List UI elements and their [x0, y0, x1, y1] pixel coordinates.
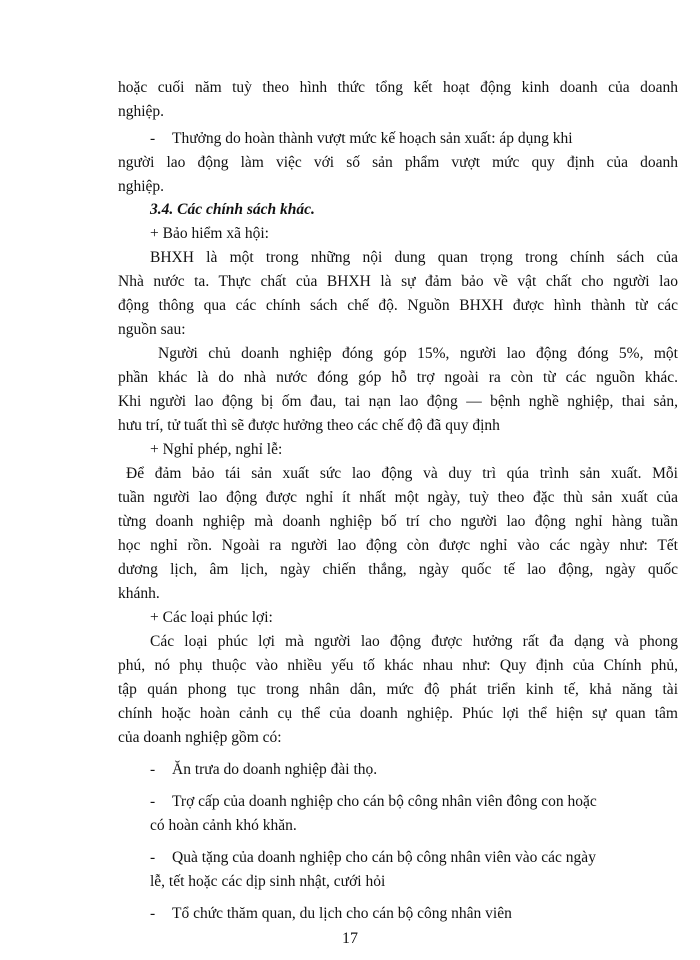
- text-line: Tổ chức thăm quan, du lịch cho cán bộ công nhân viên: [172, 905, 512, 922]
- text-line: Để đảm bảo tái sản xuất sức lao động và duy trì qúa trình sản xuất. Mỗi: [126, 465, 678, 482]
- bullet-item: [150, 129, 573, 149]
- bullet-item: [150, 904, 512, 924]
- subheading: + Các loại phúc lợi:: [150, 609, 273, 626]
- bullet-dash: -: [150, 130, 156, 147]
- text-line: Trợ cấp của doanh nghiệp cho cán bộ công nhân viên đông con hoặc: [172, 793, 597, 810]
- text-line: của doanh nghiệp gồm có:: [118, 729, 282, 746]
- subheading: + Bảo hiểm xã hội:: [150, 225, 269, 242]
- text-line: Khi người lao động bị ốm đau, tai nạn lao động — bệnh nghề nghiệp, thai sản,: [118, 393, 678, 410]
- text-line: Các loại phúc lợi mà người lao động được hưởng rất đa dạng và phong: [150, 633, 678, 650]
- bullet-dash: -: [150, 761, 156, 778]
- subheading: + Nghỉ phép, nghỉ lễ:: [150, 441, 283, 458]
- text-line: Người chủ doanh nghiệp đóng góp 15%, người lao động đóng 5%, một: [158, 345, 678, 362]
- text-line: chính hoặc hoàn cảnh cụ thể của doanh nghiệp. Phúc lợi thể hiện sự quan tâm: [118, 705, 678, 722]
- text-line: Ăn trưa do doanh nghiệp đài thọ.: [172, 761, 378, 778]
- section-heading: 3.4. Các chính sách khác.: [150, 201, 315, 218]
- text-line: học nghỉ rồn. Ngoài ra người lao động còn được nghỉ vào các ngày như: Tết: [118, 537, 678, 554]
- bullet-dash: -: [150, 905, 156, 922]
- text-line: Quà tặng của doanh nghiệp cho cán bộ công nhân viên vào các ngày: [172, 849, 596, 866]
- text-line: dương lịch, âm lịch, ngày chiến thắng, ngày quốc tế lao động, ngày quốc: [118, 561, 678, 578]
- text-line: hoặc cuối năm tuỳ theo hình thức tổng kết hoạt động kinh doanh của doanh: [118, 79, 678, 96]
- text-line: nghiệp.: [118, 178, 165, 195]
- text-line: động thông qua các chính sách chế độ. Nguồn BHXH được hình thành từ các: [118, 297, 678, 314]
- text-line: lễ, tết hoặc các dịp sinh nhật, cưới hỏi: [150, 873, 386, 890]
- text-line: có hoàn cảnh khó khăn.: [150, 817, 297, 834]
- text-line: nguồn sau:: [118, 321, 186, 338]
- text-line: khánh.: [118, 585, 160, 602]
- text-line: Thưởng do hoàn thành vượt mức kế hoạch sản xuất: áp dụng khi: [172, 130, 573, 147]
- text-line: tuần người lao động được nghỉ ít nhất một ngày, tuỳ theo đặc thù sản xuất của: [118, 489, 678, 506]
- bullet-dash: -: [150, 849, 156, 866]
- text-line: BHXH là một trong những nội dung quan trọng trong chính sách của: [150, 249, 678, 266]
- text-line: tập quán phong tục trong nhân dân, mức độ phát triển kinh tế, khả năng tài: [118, 681, 678, 698]
- text-line: từng doanh nghiệp mà doanh nghiệp bố trí cho người lao động nghỉ hàng tuần: [118, 513, 678, 530]
- text-line: nghiệp.: [118, 103, 165, 120]
- text-line: Nhà nước ta. Thực chất của BHXH là sự đảm bảo về vật chất cho người lao: [118, 273, 678, 290]
- text-line: phần khác là do nhà nước đóng góp hỗ trợ ngoài ra còn từ các nguồn khác.: [118, 369, 678, 386]
- text-line: hưu trí, tử tuất thì sẽ được hưởng theo các chế độ đã quy định: [118, 417, 500, 434]
- page-number: 17: [342, 930, 358, 947]
- bullet-item: [150, 848, 678, 868]
- text-line: phú, nó phụ thuộc vào nhiều yếu tố khác nhau như: Quy định của Chính phủ,: [118, 657, 678, 674]
- bullet-dash: -: [150, 793, 156, 810]
- text-line: người lao động làm việc với số sản phẩm vượt mức quy định của doanh: [118, 154, 678, 171]
- bullet-item: [150, 760, 377, 780]
- bullet-item: [150, 792, 678, 812]
